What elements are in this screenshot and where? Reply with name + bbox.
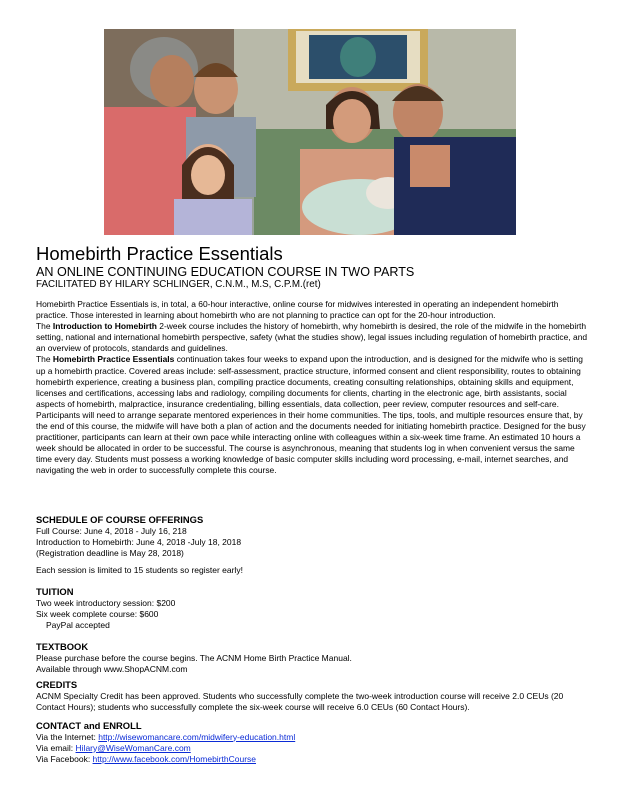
p3-pre: The bbox=[36, 354, 53, 365]
essentials-course-name: Homebirth Practice Essentials bbox=[52, 354, 175, 365]
schedule-section bbox=[36, 514, 596, 576]
email-label: Via email: bbox=[36, 742, 76, 753]
credits-section bbox=[36, 679, 588, 713]
contact-email-row bbox=[36, 743, 596, 754]
facilitator-line: FACILITATED BY HILARY SCHLINGER, C.N.M., M.S, C.P.M.(ret) bbox=[36, 279, 321, 290]
family-photo bbox=[104, 29, 516, 235]
contact-section bbox=[36, 720, 596, 765]
p2-pre: The bbox=[36, 321, 53, 332]
contact-internet-row bbox=[36, 732, 596, 743]
page-title: Homebirth Practice Essentials bbox=[36, 243, 283, 264]
course-description bbox=[36, 299, 588, 477]
family-photo-illustration bbox=[104, 29, 516, 235]
internet-link[interactable]: http://wisewomancare.com/midwifery-education.html bbox=[98, 731, 296, 742]
course-subtitle: AN ONLINE CONTINUING EDUCATION COURSE IN TWO PARTS bbox=[36, 265, 415, 279]
contact-facebook-row bbox=[36, 754, 596, 765]
email-link[interactable]: Hilary@WiseWomanCare.com bbox=[75, 742, 191, 753]
tuition-two-week: Two week introductory session: $200 bbox=[36, 597, 176, 608]
schedule-heading: SCHEDULE OF COURSE OFFERINGS bbox=[36, 514, 204, 525]
credits-heading: CREDITS bbox=[36, 679, 78, 690]
contact-heading: CONTACT and ENROLL bbox=[36, 720, 142, 731]
tuition-section bbox=[36, 586, 596, 631]
textbook-line-2: Available through www.ShopACNM.com bbox=[36, 663, 188, 674]
tuition-heading: TUITION bbox=[36, 586, 74, 597]
schedule-full-course: Full Course: June 4, 2018 - July 16, 218 bbox=[36, 525, 187, 536]
p2-post: 2-week course includes the history of homebirth, why homebirth is desired, the role of the midwife in the homebirth setting, national and international homebirth perspective, safety (what the studies show), legal issues including regulation of homebirth practice, and an overview of protocols, standards and guidelines. bbox=[36, 321, 588, 354]
description-paragraph-3 bbox=[36, 354, 588, 476]
description-paragraph-1: Homebirth Practice Essentials is, in total, a 60-hour interactive, online course for midwives interested in operating an independent homebirth practice. Those interested in learning about homebirth who are not planning to practice can opt for the 20-hour introduction. bbox=[36, 299, 559, 321]
textbook-line-1: Please purchase before the course begins. The ACNM Home Birth Practice Manual. bbox=[36, 652, 352, 663]
credits-text: ACNM Specialty Credit has been approved. Students who successfully complete the two-week introduction course will receive 2.0 CEUs (20 Contact Hours); students who successfully complete the six-week course will receive 6.0 CEUs (60 Contact Hours). bbox=[36, 690, 564, 712]
facebook-label: Via Facebook: bbox=[36, 753, 93, 764]
intro-course-name: Introduction to Homebirth bbox=[52, 321, 157, 332]
textbook-section bbox=[36, 641, 596, 675]
schedule-limit: Each session is limited to 15 students so register early! bbox=[36, 564, 243, 575]
internet-label: Via the Internet: bbox=[36, 731, 99, 742]
description-paragraph-2 bbox=[36, 321, 588, 354]
textbook-heading: TEXTBOOK bbox=[36, 641, 89, 652]
tuition-six-week: Six week complete course: $600 bbox=[36, 608, 159, 619]
tuition-paypal: PayPal accepted bbox=[46, 619, 110, 630]
schedule-deadline: (Registration deadline is May 28, 2018) bbox=[36, 547, 184, 558]
facebook-link[interactable]: http://www.facebook.com/HomebirthCourse bbox=[92, 753, 257, 764]
schedule-intro-course: Introduction to Homebirth: June 4, 2018 -July 18, 2018 bbox=[36, 536, 242, 547]
p3-post: continuation takes four weeks to expand upon the introduction, and is designed for the midwife who is setting up a homebirth practice. Covered areas include: self-assessment, practice structure, informed consent and client responsibility, routes to obtaining homebirth experience, creating a business plan, compiling practice documents, creating consulting relationships, obtaining skills and equipment, licenses and certifications, accessing labs and radiology, compiling documents for clients, charting in the electronic age, birth assistants, social aspects of homebirth, malpractice, insurance credentialing, billing essentials, data collection, peer review, computer resources and self-care. Participants will need to arrange separate mentored experiences in their home communities. The tips, tools, and multiple resources ensure that, by the end of this course, the midwife will have both a plan of action and the documents needed for initiating homebirth practice. Designed for the busy practitioner, participants can learn at their own pace while interacting online with colleagues within a six-week time frame. An estimated 10 hours a week should be allocated in order to be successful. The course is asynchronous, meaning that students log in when convenient versus the same time every day. Students must possess a working knowledge of basic computer skills including word processing, e-mail, internet searches, and navigating the web in order to successfully complete this course. bbox=[36, 354, 586, 476]
